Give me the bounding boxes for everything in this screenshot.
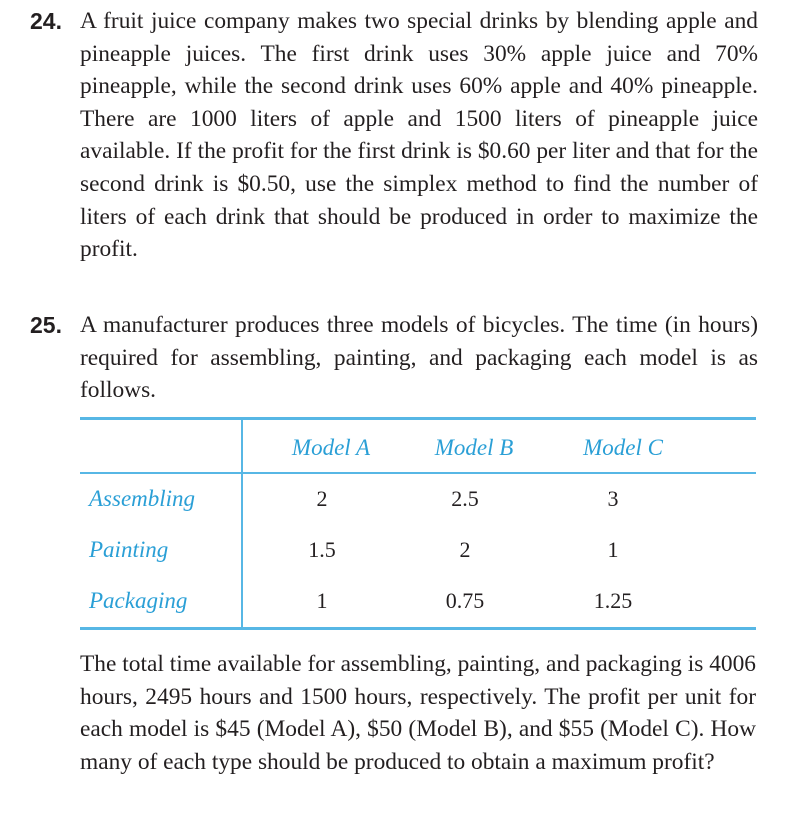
table-cell: 1.25 — [593, 588, 633, 613]
problem-text: A fruit juice company makes two special drinks by blending apple and pineapple juices. The first drink uses 30% apple juice and 70% pineapple, while the second drink uses 60% apple and 40% pineapple. There are 1000 liters of apple and 1500 liters of pineapple juice available. If the profit for the first drink is $0.60 per liter and that for the second drink is $0.50, use the simplex method to find the number of liters of each drink that should be produced in order to maximize the profit. — [80, 8, 758, 263]
problem-25-followup: The total time available for assembling, painting, and packaging is 4006 hours, 2495 hours and 1500 hours, respectively. The profit per unit for each model is $45 (Model A), $50 (Model B), and $55 (Model C). How many of each type should be produced to obtain a maximum profit? — [80, 651, 756, 775]
table-column-divider — [241, 417, 243, 630]
table-cell: 2 — [316, 486, 328, 511]
table-cell: 0.75 — [445, 588, 485, 613]
problem-number: 24. — [30, 8, 62, 34]
bicycle-time-table — [80, 417, 756, 631]
table-top-rule — [80, 417, 756, 420]
problem-text: A manufacturer produces three models of bicycles. The time (in hours) required for assembling, painting, and packaging each model is as follows. — [80, 312, 758, 404]
table-cell: 2 — [459, 537, 471, 562]
table-cell: 1 — [316, 588, 328, 613]
column-header-model-b: Model B — [434, 435, 514, 460]
column-header-model-a: Model A — [291, 435, 371, 460]
row-header-assembling: Assembling — [89, 486, 196, 511]
problem-25 — [30, 309, 758, 407]
table-cell: 1 — [607, 537, 619, 562]
table-cell: 2.5 — [451, 486, 479, 511]
row-header-packaging: Packaging — [89, 588, 188, 613]
problem-24 — [30, 5, 758, 266]
row-header-painting: Painting — [89, 537, 169, 562]
table-cell: 1.5 — [308, 537, 336, 562]
table-cell: 3 — [607, 486, 619, 511]
table-bottom-rule — [80, 627, 756, 630]
table-header-rule — [80, 472, 756, 474]
problem-number: 25. — [30, 312, 62, 338]
column-header-model-c: Model C — [583, 435, 663, 460]
